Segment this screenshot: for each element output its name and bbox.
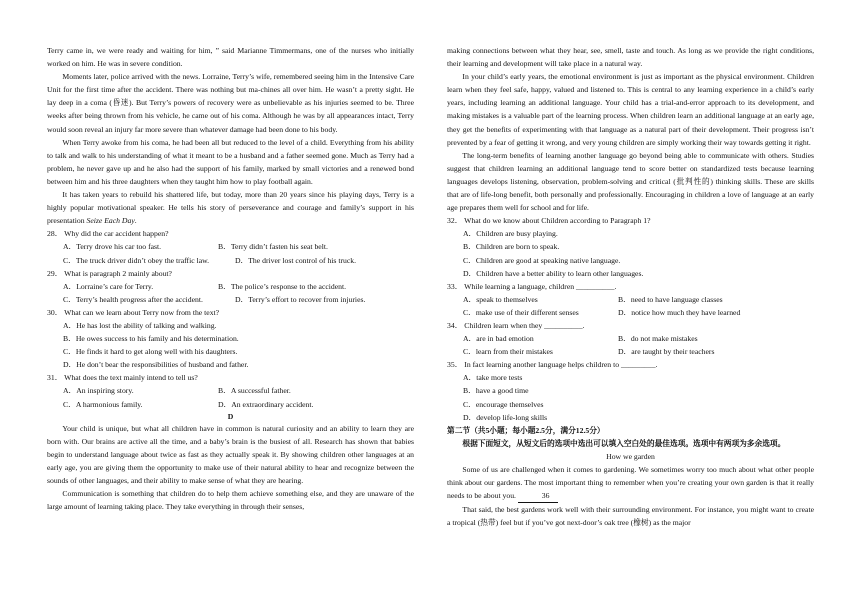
question-32: 32． What do we know about Children according to Paragraph 1?	[447, 216, 651, 226]
passage-title: How we garden	[606, 451, 655, 461]
options-row	[47, 254, 414, 267]
option-a: A．An inspiring story.	[63, 386, 134, 396]
option-a: A．Terry drove his car too fast.	[63, 242, 162, 252]
option-b: B．A successful father.	[218, 386, 291, 396]
options-row	[447, 332, 814, 345]
option-c: C．The truck driver didn’t obey the traffic law.	[63, 255, 210, 265]
option-c: C．Terry’s health progress after the accident.	[63, 294, 203, 304]
option-d: D．develop life-long skills	[463, 412, 548, 422]
option-a: A．Lorraine’s care for Terry.	[63, 281, 154, 291]
question-30: 30． What can we learn about Terry now from the text?	[47, 307, 220, 317]
blank-36[interactable]: 36	[518, 489, 558, 503]
options-row	[47, 398, 414, 411]
section-2-heading-text: 第二节（共5小题；每小题2.5分，满分12.5分）	[447, 425, 605, 435]
left-column	[47, 44, 414, 513]
options-row	[447, 345, 814, 358]
options-row	[447, 306, 814, 319]
option-a: A．speak to themselves	[463, 294, 538, 304]
presentation-title: Seize Each Day	[86, 216, 135, 226]
paragraph: The long-term benefits of learning another language go beyond being able to communicate with others. Studies suggest that children learning an additional language tend to score better on standardized tests because learning languages develops listening, observation, problem-solving and critical (批判性的) thinking skills. These are skills that are of life-long benefit, both personally and professionally. Encouraging in children a love of language at an early age prepares them well for school and for life.	[447, 150, 814, 213]
question-31: 31． What does the text mainly intend to tell us?	[47, 373, 198, 383]
paragraph: That said, the best gardens work well with their surrounding environment. For instance, you might want to create a tropical (热带) feel but if you’ve got next-door’s oak tree (橡树) as the major	[447, 505, 814, 528]
period: .	[134, 216, 137, 226]
question-28: 28． Why did the car accident happen?	[47, 229, 169, 239]
paragraph: Communication is something that children do to help them achieve something else, and they are unaware of the large amount of learning taking place. They take everything in through their senses,	[47, 489, 414, 512]
paragraph: Moments later, police arrived with the news. Lorraine, Terry’s wife, remembered seeing him in the Intensive Care Unit for the first time after the accident. There was nothing but ma-chines all over him. He wasn’t a pretty sight. He lay deep in a coma (昏迷). But Terry’s powers of recovery were as unbelievable as his injuries seemed to be. Three weeks after being thrown from his vehicle, he came out of his coma. Although he was by all appearances intact, Terry would soon reveal an injury far more severe than whatever damage had been done to his body.	[47, 72, 414, 134]
option-c: C．A harmonious family.	[63, 399, 143, 409]
section-2-heading	[447, 424, 814, 437]
paragraph: In your child’s early years, the emotional environment is just as important as the physical environment. Children learn when they feel safe, happy, valued and listened to. This is central to any learning experience in a child’s early years, including learning an additional language. Your child has a trial-and-error approach to its development, and making mistakes is a valuable part of the learning process. When children learn an additional language at an early age, they get the benefits of experimenting with that language as a natural part of their development. Their progress isn’t prevented by a fear of getting it wrong, and very young children are simply working their way towards getting it right.	[447, 72, 814, 147]
question-33: 33． While learning a language, children __________.	[447, 281, 617, 291]
paragraph: When Terry awoke from his coma, he had been all but reduced to the level of a child. Everything from his ability to talk and walk to his understanding of what it meant to be a husband and a father seemed gone. Much as Terry had a problem, he never gave up and he also had the support of his family, marked by small victories and a renewed bond between him and his three daughters when they taught him how to play football again.	[47, 137, 414, 186]
option-a: A．He has lost the ability of talking and walking.	[63, 320, 217, 330]
option-d: D．He don’t bear the responsibilities of husband and father.	[63, 360, 249, 370]
question-29: 29． What is paragraph 2 mainly about?	[47, 268, 172, 278]
option-d: D．notice how much they have learned	[618, 307, 741, 317]
option-c: C．encourage themselves	[463, 399, 544, 409]
paragraph: Terry came in, we were ready and waiting for him, ” said Marianne Timmermans, one of the nurses who initially worked on him. He was in severe condition.	[47, 46, 414, 69]
paragraph-text: It has taken years to rebuild his shattered life, but today, more than 20 years since his playing days, Terry is a highly popular motivational speaker. He tells his story of perseverance and courage and family’s support in his presentation	[47, 190, 414, 226]
paragraph: making connections between what they hear, see, smell, taste and touch. As long as we provide the right conditions, their learning and development will take place in a natural way.	[447, 46, 814, 69]
paragraph	[47, 188, 414, 227]
paragraph: Your child is unique, but what all children have in common is natural curiosity and an ability to learn they are born with. Our brains are active all the time, and a baby’s brain is the busiest of all. Research has shown that babies begin to understand language about twice as fast as they actually speak it. By showing children other languages at an early age, you are giving them the opportunity to make use of their natural ability to hear and recognize between the sounds of other languages, and their ability to make sense of what they are hearing.	[47, 423, 414, 485]
option-b: B．do not make mistakes	[618, 334, 698, 344]
option-b: B．need to have language classes	[618, 294, 723, 304]
option-c: C．learn from their mistakes	[463, 347, 553, 357]
option-a: A．are in bad emotion	[463, 334, 534, 344]
options-row	[47, 280, 414, 293]
instruction: 根据下面短文，从短文后的选项中选出可以填入空白处的最佳选项。选项中有两项为多余选项。	[462, 438, 786, 448]
option-b: B．He owes success to his family and his determination.	[63, 334, 239, 344]
right-column	[447, 44, 814, 529]
option-c: C．Children are good at speaking native language.	[463, 255, 621, 265]
options-row	[47, 240, 414, 253]
section-d-heading: D	[227, 411, 234, 421]
option-d: D．An extraordinary accident.	[218, 399, 314, 409]
options-row	[47, 384, 414, 397]
option-b: B．Children are born to speak.	[463, 242, 560, 252]
option-a: A．Children are busy playing.	[463, 229, 558, 239]
question-35: 35． In fact learning another language helps children to _________.	[447, 360, 658, 370]
options-row	[47, 293, 414, 306]
paragraph	[447, 463, 814, 503]
question-34: 34． Children learn when they __________.	[447, 320, 585, 330]
paragraph-text: Some of us are challenged when it comes to gardening. We sometimes worry too much about what other people think about our gardens. The most important thing to remember when you’re creating your own garden is that it really needs to be about you.	[447, 465, 814, 501]
option-b: B．The police’s response to the accident.	[218, 281, 347, 291]
option-b: B．Terry didn’t fasten his seat belt.	[218, 242, 328, 252]
option-c: C．He finds it hard to get along well with his daughters.	[63, 347, 238, 357]
option-d: D．Terry’s effort to recover from injuries.	[235, 294, 366, 304]
option-d: D．Children have a better ability to learn other languages.	[463, 268, 644, 278]
option-c: C．make use of their different senses	[463, 307, 579, 317]
option-a: A．take more tests	[463, 373, 523, 383]
option-d: D．The driver lost control of his truck.	[235, 255, 357, 265]
options-row	[447, 293, 814, 306]
option-b: B．have a good time	[463, 386, 529, 396]
option-d: D．are taught by their teachers	[618, 347, 715, 357]
